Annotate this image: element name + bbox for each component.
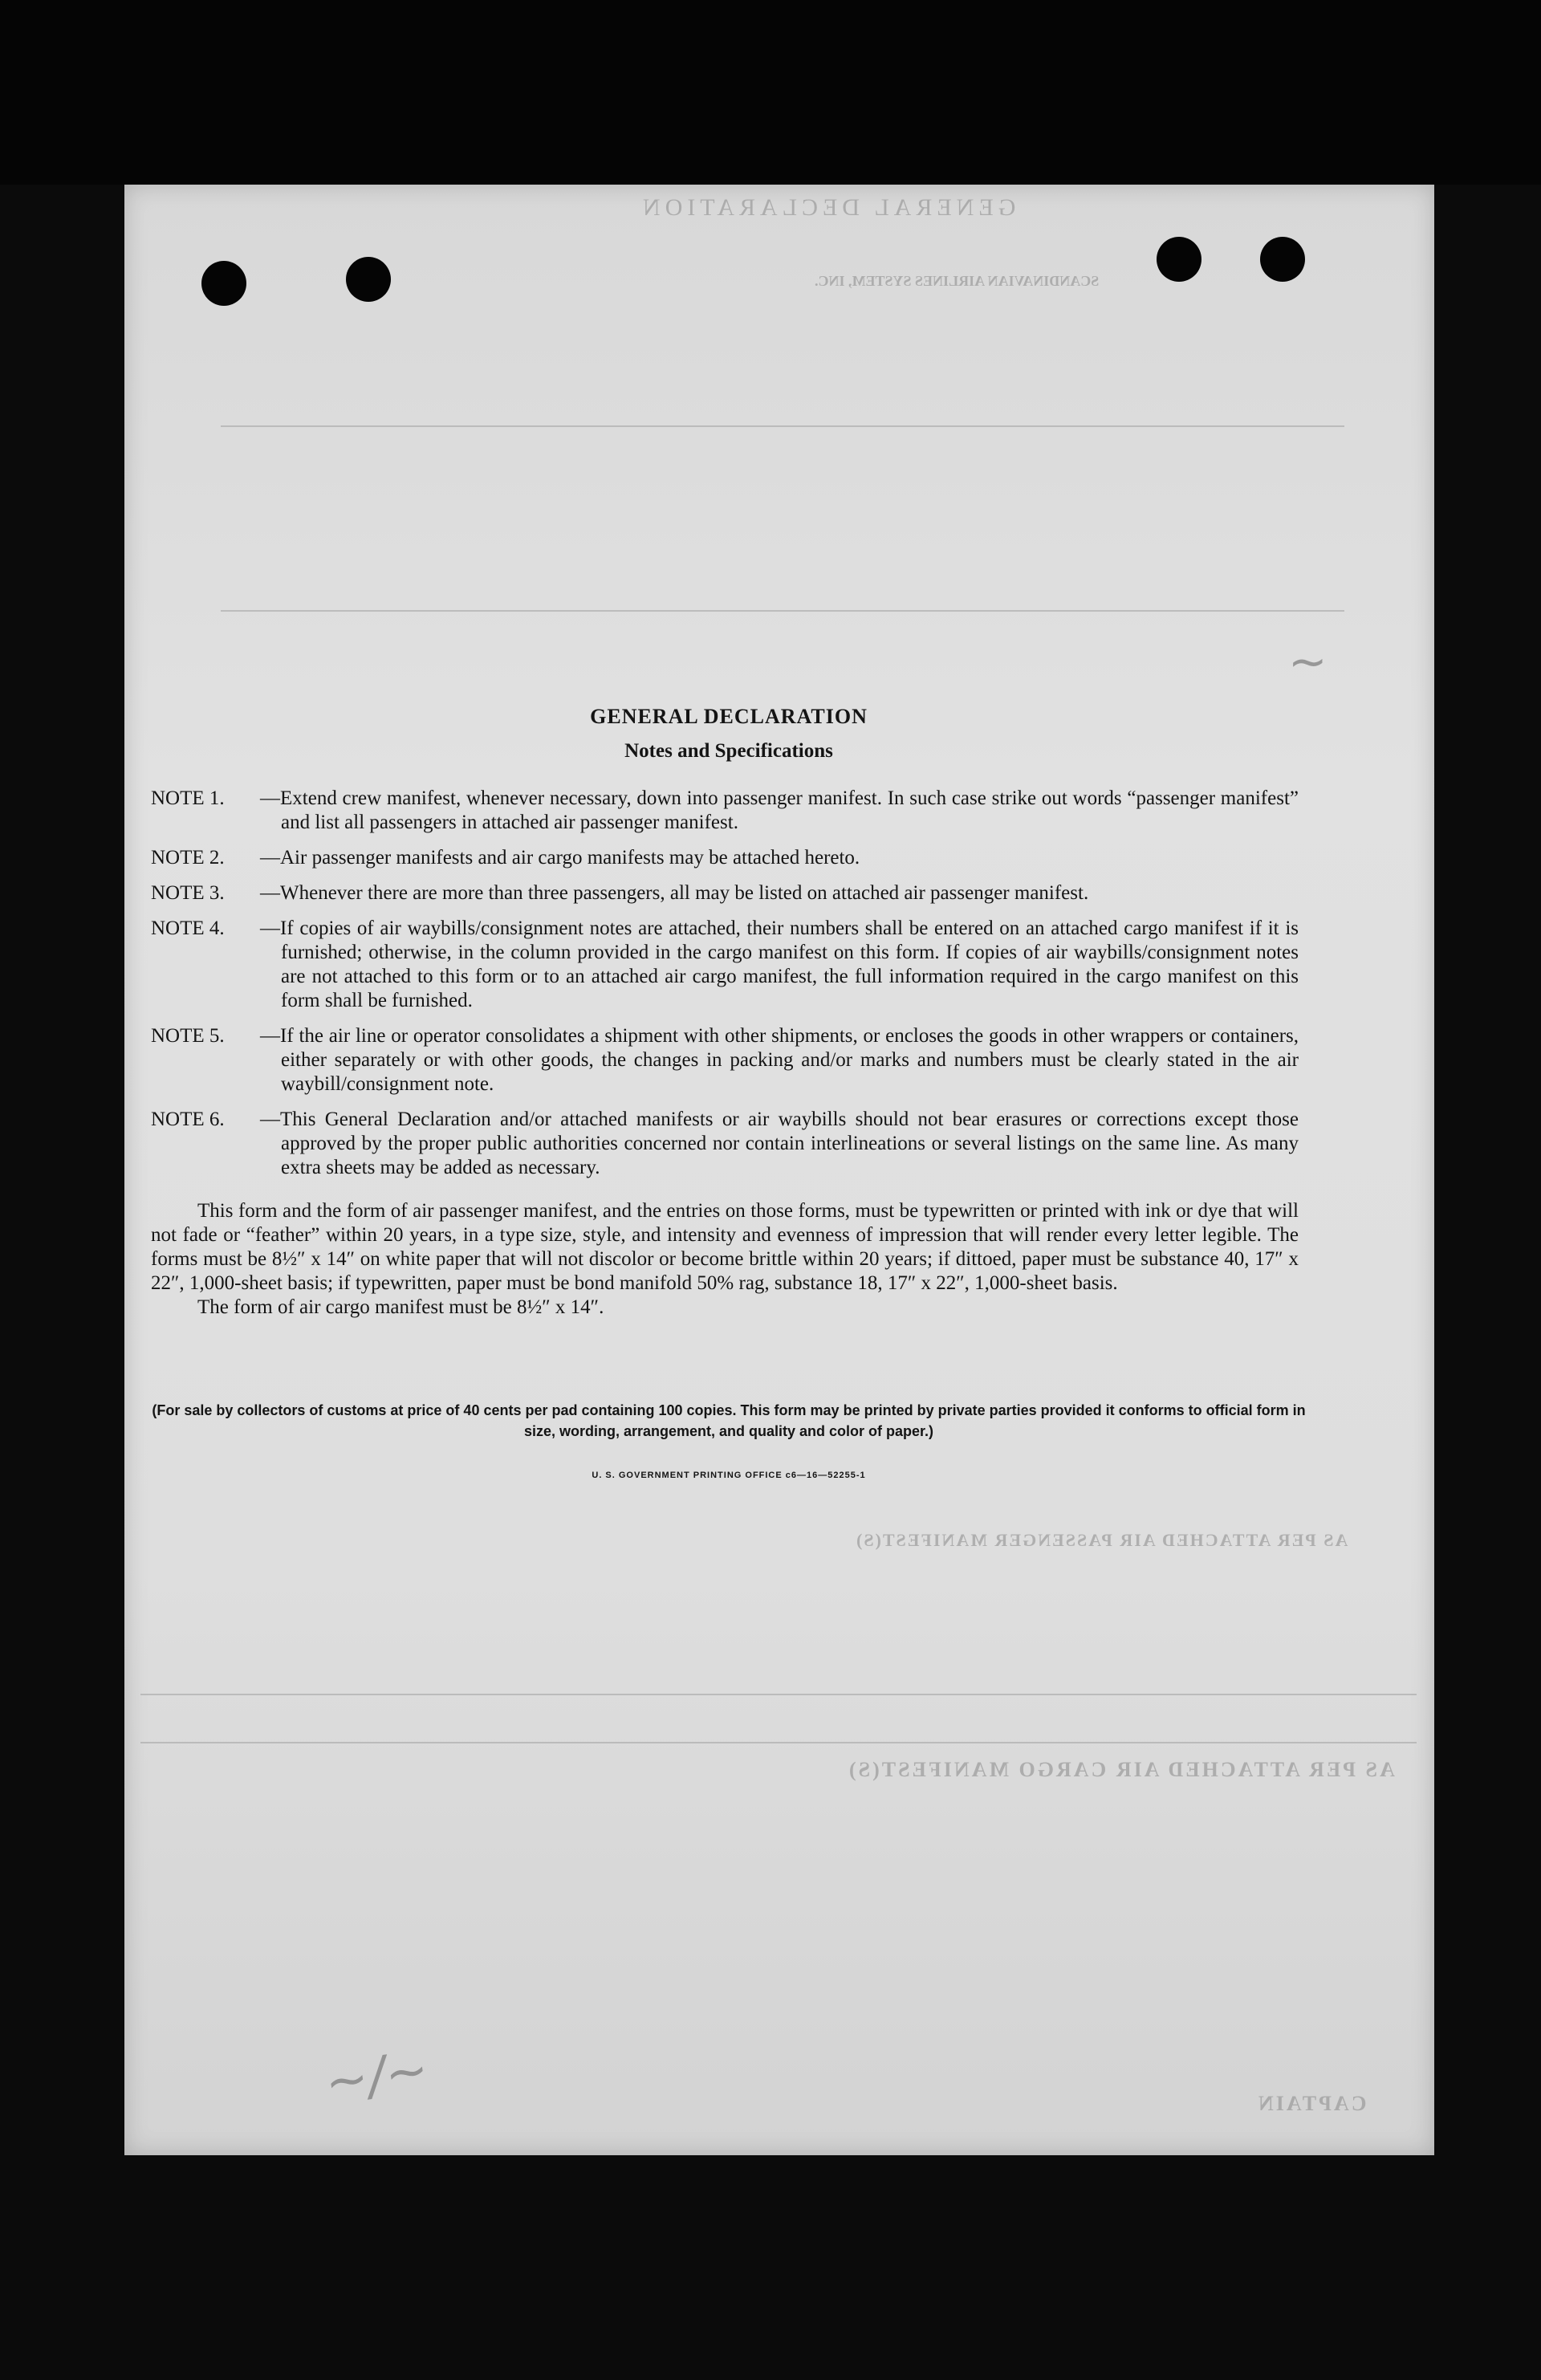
note-text (260, 917, 1307, 1013)
note-4 (151, 917, 1307, 1013)
punch-hole-right-1 (1157, 237, 1201, 282)
note-1 (151, 787, 1307, 835)
note-6 (151, 1108, 1307, 1180)
bleed-rule-1 (221, 425, 1344, 427)
punch-hole-left-2 (346, 257, 391, 302)
bleed-captain: CAPTAIN (1256, 2092, 1367, 2115)
note-3 (151, 881, 1307, 905)
note-text-content: —Air passenger manifests and air cargo manifests may be attached hereto. (260, 847, 860, 869)
page-title: GENERAL DECLARATION (590, 705, 868, 728)
note-label: NOTE 6. (151, 1109, 225, 1130)
note-label: NOTE 4. (151, 917, 225, 939)
sale-footnote: (For sale by collectors of customs at price of 40 cents per pad containing 100 copies. This form may be printed by private parties provided it conforms to official form in size, wording, arrangement, and quality and color of paper.) (152, 1402, 1306, 1439)
film-border (0, 0, 1541, 185)
bleed-signature: ~/~ (321, 2040, 433, 2114)
note-text-content: —This General Declaration and/or attached manifests or air waybills should not bear erasures or corrections except those approved by the proper public authorities concerned nor contain interlineations or several listings on the same line. As many extra sheets may be added as necessary. (260, 1109, 1299, 1178)
note-2 (151, 846, 1307, 870)
note-text-content: —If copies of air waybills/consignment notes are attached, their numbers shall be entered on an attached cargo manifest if it is furnished; otherwise, in the column provided in the cargo manifest on this form. If copies of air waybills/consignment notes are not attached to this form or to an attached air cargo manifest, the full information required in the cargo manifest on this form shall be furnished. (260, 917, 1299, 1011)
note-text-content: —Extend crew manifest, whenever necessary, down into passenger manifest. In such case strike out words “passenger manifest” and list all passengers in attached air passenger manifest. (260, 787, 1299, 833)
note-text (260, 1024, 1307, 1096)
page-subtitle: Notes and Specifications (624, 740, 833, 762)
note-label: NOTE 1. (151, 787, 225, 809)
bleed-header: GENERAL DECLARATION (638, 194, 1016, 221)
note-label: NOTE 2. (151, 847, 225, 869)
punch-hole-left-1 (201, 261, 246, 306)
bleed-airline: SCANDINAVIAN AIRLINES SYSTEM, INC. (815, 273, 1100, 289)
cargo-manifest-size-line: The form of air cargo manifest must be 8½″ x 14″. (197, 1296, 604, 1318)
printer-imprint: U. S. GOVERNMENT PRINTING OFFICE c6—16—52255-1 (592, 1471, 866, 1480)
note-label: NOTE 3. (151, 882, 225, 904)
note-text (260, 846, 1307, 870)
form-specification-paragraph: This form and the form of air passenger manifest, and the entries on those forms, must be typewritten or printed with ink or dye that will not fade or “feather” within 20 years, in a type size, style, and intensity and evenness of impression that will render every letter legible. The forms must be 8½″ x 14″ on white paper that will not discolor or become brittle within 20 years; if dittoed, paper must be substance 40, 17″ x 22″, 1,000-sheet basis; if typewritten, paper must be bond manifold 50% rag, substance 18, 17″ x 22″, 1,000-sheet basis. (151, 1200, 1299, 1294)
note-text-content: —If the air line or operator consolidates a shipment with other shipments, or encloses the goods in other wrappers or containers, either separately or with other goods, the changes in packing and/or marks and numbers must be clearly stated in the air waybill/consignment note. (260, 1025, 1299, 1095)
declaration-notes (151, 519, 1307, 1480)
note-text (260, 1108, 1307, 1180)
note-label: NOTE 5. (151, 1025, 225, 1047)
note-5 (151, 1024, 1307, 1096)
note-text-content: —Whenever there are more than three passengers, all may be listed on attached air passenger manifest. (260, 882, 1089, 904)
note-text (260, 881, 1307, 905)
note-text (260, 787, 1307, 835)
bleed-passenger-manifest: AS PER ATTACHED AIR PASSENGER MANIFEST(S) (855, 1530, 1348, 1550)
bleed-cargo-manifest: AS PER ATTACHED AIR CARGO MANIFEST(S) (847, 1758, 1395, 1781)
punch-hole-right-2 (1260, 237, 1305, 282)
bleed-handwritten-number: ~ (1288, 634, 1328, 689)
bleed-rule-4 (140, 1742, 1417, 1743)
bleed-rule-3 (140, 1694, 1417, 1695)
